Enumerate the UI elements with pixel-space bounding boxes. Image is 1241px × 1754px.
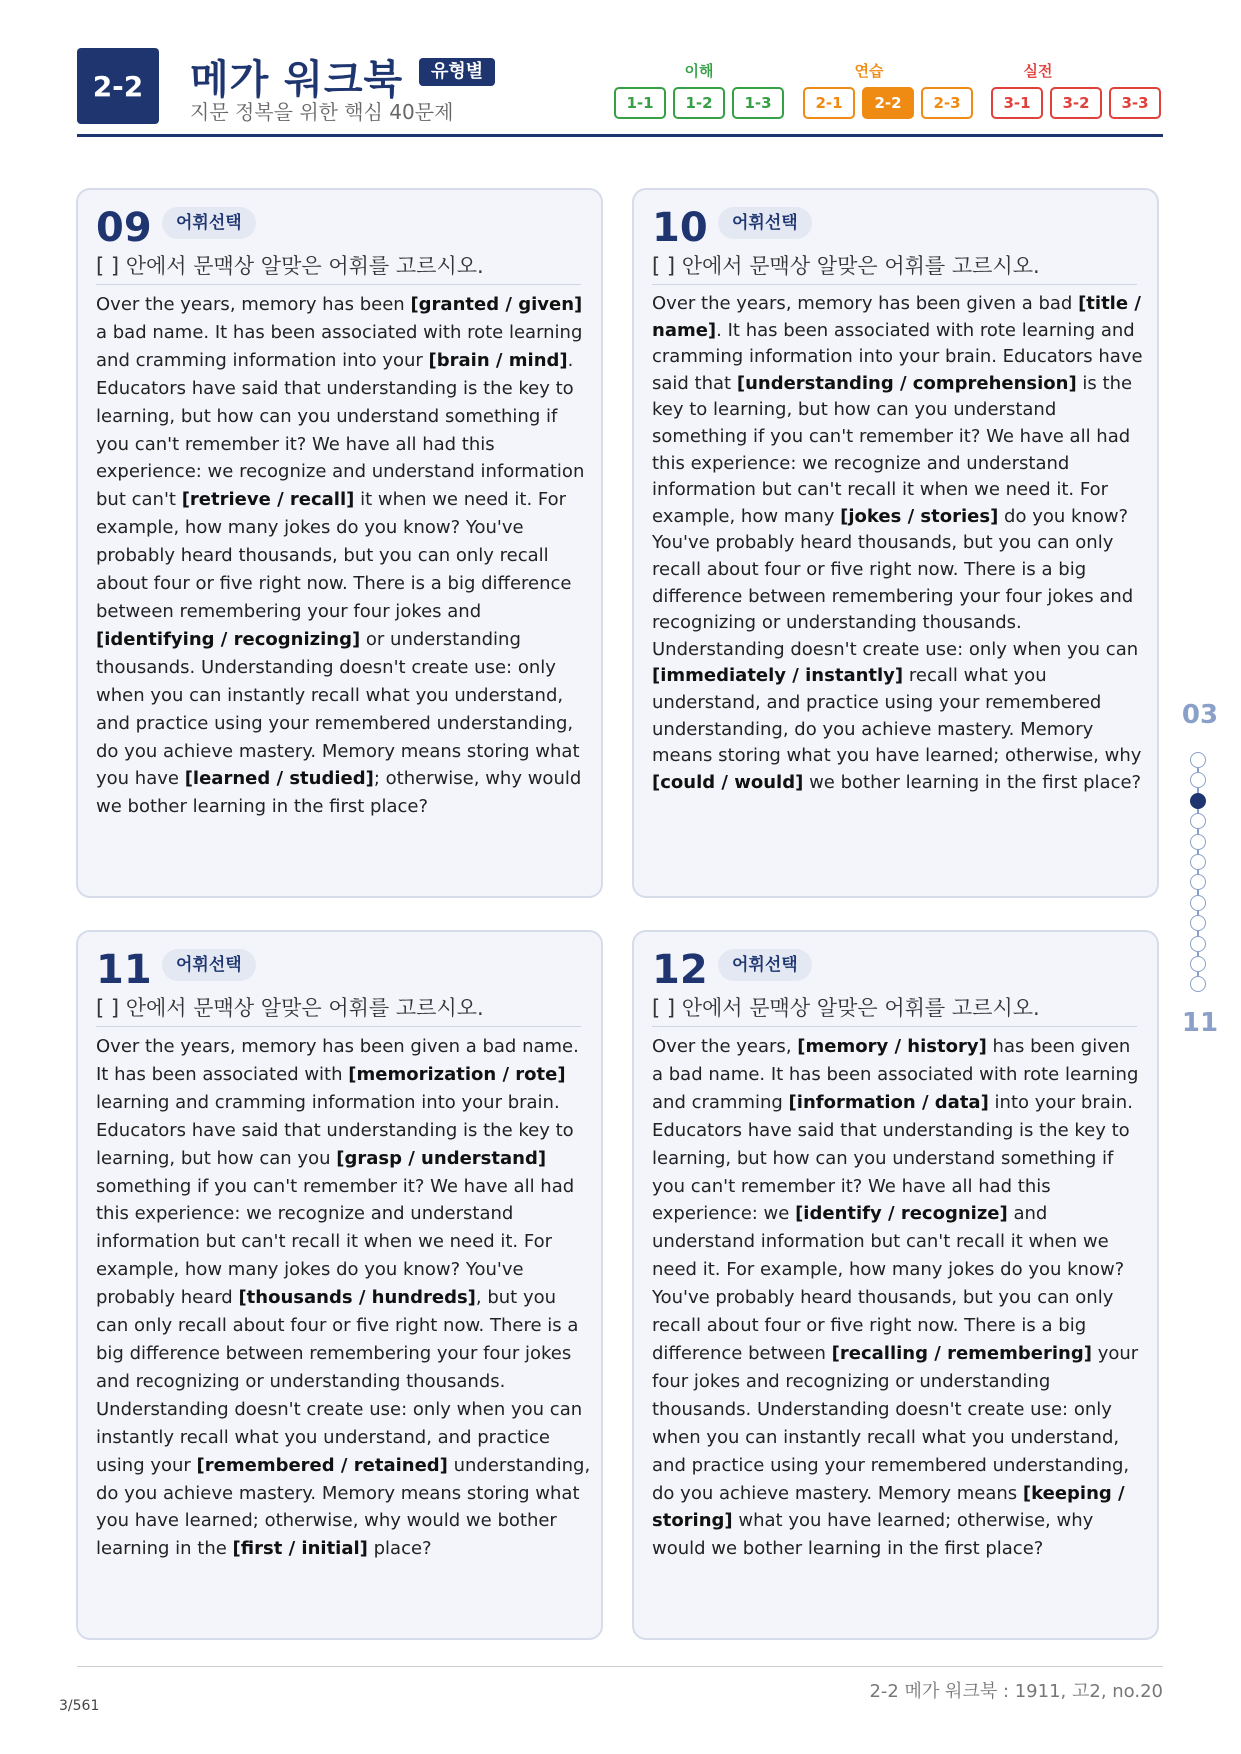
answer-choice: [keeping / storing] xyxy=(652,1482,1125,1532)
side-nav-dot[interactable] xyxy=(1190,834,1206,850)
question-passage: Over the years, memory has been [granted / given] a bad name. It has been associated with rote learning and cramming information into your [brain / mind]. Educators have said that understanding is the key to learning, but how can you understand something if you can't remember it? We have all had this experience: we recognize and understand information but can't [retrieve / recall] it when we need it. For example, how many jokes do you know? You've probably heard thousands, but you can only recall about four or five right now. There is a big difference between remembering your four jokes and [identifying / recognizing] or understanding thousands. Understanding doesn't create use: only when you can instantly recall what you understand, and practice using your remembered understanding, do you achieve mastery. Memory means storing what you have [learned / studied]; otherwise, why would we bother learning in the first place? xyxy=(96,294,585,818)
question-card-10 xyxy=(632,188,1159,898)
question-card-11 xyxy=(76,930,603,1640)
group-label-real: 실전 xyxy=(1023,62,1053,80)
question-type-tag: 어휘선택 xyxy=(162,949,256,981)
side-nav-dot[interactable] xyxy=(1190,915,1206,931)
answer-choice: [jokes / stories] xyxy=(840,505,999,527)
level-badge: 2-2 xyxy=(77,48,159,124)
side-nav-dot[interactable] xyxy=(1190,813,1206,829)
question-card-12 xyxy=(632,930,1159,1640)
footer-source: 2-2 메가 워크북 : 1911, 고2, no.20 xyxy=(869,1681,1163,1702)
side-nav-dot[interactable] xyxy=(1190,874,1206,890)
side-nav-start: 03 xyxy=(1181,700,1219,730)
level-button-1-3[interactable]: 1-3 xyxy=(732,87,784,119)
question-number: 10 xyxy=(652,205,708,251)
question-instruction: [ ] 안에서 문맥상 알맞은 어휘를 고르시오. xyxy=(652,996,1040,1020)
side-nav-dot[interactable] xyxy=(1190,752,1206,768)
answer-choice: [brain / mind] xyxy=(428,349,568,371)
question-passage: Over the years, memory has been given a bad name. It has been associated with [memorization / rote] learning and cramming information into your brain. Educators have said that understanding is the key to learning, but how can you [grasp / understand] something if you can't remember it? We have all had this experience: we recognize and understand information but can't recall it when we need it. For example, how many jokes do you know? You've probably heard [thousands / hundreds], but you can only recall about four or five right now. There is a big difference between remembering your four jokes and recognizing or understanding thousands. Understanding doesn't create use: only when you can instantly recall what you understand, and practice using your [remembered / retained] understanding, do you achieve mastery. Memory means storing what you have learned; otherwise, why would we bother learning in the [first / initial] place? xyxy=(96,1036,591,1560)
question-instruction: [ ] 안에서 문맥상 알맞은 어휘를 고르시오. xyxy=(652,254,1040,278)
answer-choice: [remembered / retained] xyxy=(196,1454,448,1476)
answer-choice: [learned / studied] xyxy=(184,768,374,790)
side-nav-dot[interactable] xyxy=(1190,956,1206,972)
card-divider xyxy=(652,1026,1137,1027)
answer-choice: [memory / history] xyxy=(797,1036,987,1057)
level-button-3-1[interactable]: 3-1 xyxy=(991,87,1043,119)
answer-choice: [identify / recognize] xyxy=(795,1203,1008,1225)
question-instruction: [ ] 안에서 문맥상 알맞은 어휘를 고르시오. xyxy=(96,996,484,1020)
level-button-2-1[interactable]: 2-1 xyxy=(803,87,855,119)
answer-choice: [thousands / hundreds] xyxy=(238,1287,476,1309)
side-nav-dot[interactable] xyxy=(1190,976,1206,992)
answer-choice: [first / initial] xyxy=(232,1538,368,1560)
footer-divider xyxy=(77,1666,1163,1667)
side-nav-end: 11 xyxy=(1181,1008,1219,1038)
level-button-1-2[interactable]: 1-2 xyxy=(673,87,725,119)
side-nav-dot[interactable] xyxy=(1190,936,1206,952)
page-title: 메가 워크북 xyxy=(190,57,404,103)
question-passage: Over the years, memory has been given a bad [title / name]. It has been associated with rote learning and cramming information into your brain. Educators have said that [understanding / comprehension] is the key to learning, but how can you understand something if you can't remember it? We have all had this experience: we recognize and understand information but can't recall it when we need it. For example, how many [jokes / stories] do you know? You've probably heard thousands, but you can only recall about four or five right now. There is a big difference between remembering your four jokes and recognizing or understanding thousands. Understanding doesn't create use: only when you can [immediately / instantly] recall what you understand, and practice using your remembered understanding, do you achieve mastery. Memory means storing what you have learned; otherwise, why [could / would] we bother learning in the first place? xyxy=(652,293,1143,793)
type-tag: 유형별 xyxy=(419,58,495,86)
answer-choice: [title / name] xyxy=(652,293,1141,341)
question-type-tag: 어휘선택 xyxy=(162,207,256,239)
side-nav-dot[interactable] xyxy=(1190,772,1206,788)
question-type-tag: 어휘선택 xyxy=(718,949,812,981)
question-card-09 xyxy=(76,188,603,898)
group-label-understand: 이해 xyxy=(684,62,714,80)
question-number: 11 xyxy=(96,947,152,993)
group-label-practice: 연습 xyxy=(854,62,884,80)
card-divider xyxy=(652,284,1137,285)
question-passage: Over the years, [memory / history] has been given a bad name. It has been associated with rote learning and cramming [information / data] into your brain. Educators have said that understanding is the key to learning, but how can you understand something if you can't remember it? We have all had this experience: we [identify / recognize] and understand information but can't recall it when we need it. For example, how many jokes do you know? You've probably heard thousands, but you can only recall about four or five right now. There is a big difference between [recalling / remembering] your four jokes and recognizing or understanding thousands. Understanding doesn't create use: only when you can instantly recall what you understand, and practice using your remembered understanding, do you achieve mastery. Memory means [keeping / storing] what you have learned; otherwise, why would we bother learning in the first place? xyxy=(652,1036,1139,1560)
card-divider xyxy=(96,284,581,285)
level-button-2-3[interactable]: 2-3 xyxy=(921,87,973,119)
answer-choice: [immediately / instantly] xyxy=(652,665,904,687)
page-number: 3/561 xyxy=(59,1698,100,1714)
answer-choice: [grasp / understand] xyxy=(336,1147,547,1169)
question-instruction: [ ] 안에서 문맥상 알맞은 어휘를 고르시오. xyxy=(96,254,484,278)
level-button-3-3[interactable]: 3-3 xyxy=(1109,87,1161,119)
answer-choice: [retrieve / recall] xyxy=(181,489,355,511)
side-nav-dot[interactable] xyxy=(1190,854,1206,870)
question-number: 12 xyxy=(652,947,708,993)
question-type-tag: 어휘선택 xyxy=(718,207,812,239)
answer-choice: [granted / given] xyxy=(410,294,583,315)
answer-choice: [memorization / rote] xyxy=(348,1063,566,1085)
header-divider xyxy=(77,134,1163,137)
level-button-2-2[interactable]: 2-2 xyxy=(862,87,914,119)
answer-choice: [identifying / recognizing] xyxy=(96,628,361,650)
answer-choice: [could / would] xyxy=(652,771,804,793)
level-button-3-2[interactable]: 3-2 xyxy=(1050,87,1102,119)
side-nav-dot[interactable] xyxy=(1190,793,1206,809)
answer-choice: [understanding / comprehension] xyxy=(736,372,1077,394)
side-nav-dot[interactable] xyxy=(1190,895,1206,911)
page-subtitle: 지문 정복을 위한 핵심 40문제 xyxy=(190,100,454,124)
answer-choice: [recalling / remembering] xyxy=(831,1342,1092,1364)
answer-choice: [information / data] xyxy=(788,1091,989,1113)
question-number: 09 xyxy=(96,205,152,251)
card-divider xyxy=(96,1026,581,1027)
level-button-1-1[interactable]: 1-1 xyxy=(614,87,666,119)
